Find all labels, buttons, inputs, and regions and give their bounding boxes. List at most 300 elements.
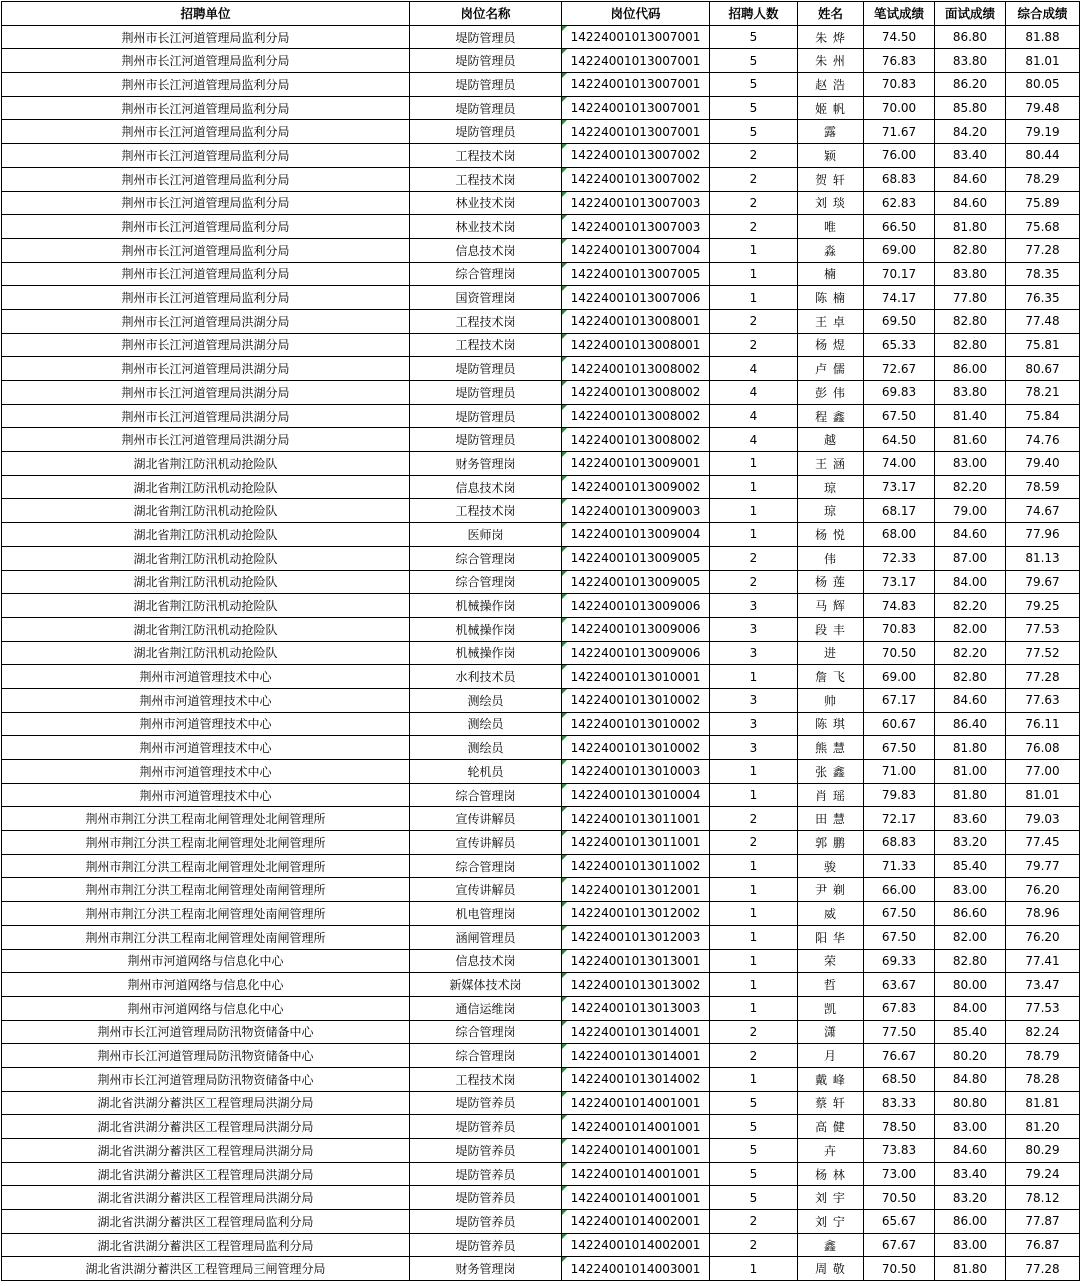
position-name-cell: 信息技术岗 [410,475,562,499]
position-code-cell: 14224001013012001 [562,878,710,902]
position-code-cell: 14224001013010003 [562,760,710,784]
table-row [2,1139,1080,1163]
quota-cell: 2 [710,570,798,594]
name-cell: 王 涵 [798,452,864,476]
written-score-cell: 69.33 [864,949,935,973]
unit-cell: 荆州市长江河道管理局监利分局 [2,144,410,168]
table-row [2,309,1080,333]
interview-score-cell: 82.00 [935,617,1006,641]
name-cell: 熊 慧 [798,736,864,760]
position-name-cell: 堤防管养员 [410,1210,562,1234]
written-score-cell: 68.17 [864,499,935,523]
total-score-cell: 79.67 [1006,570,1080,594]
quota-cell: 1 [710,452,798,476]
total-score-cell: 81.01 [1006,783,1080,807]
total-score-cell: 76.11 [1006,712,1080,736]
quota-cell: 2 [710,546,798,570]
position-name-cell: 堤防管养员 [410,1186,562,1210]
unit-cell: 湖北省洪湖分蓄洪区工程管理局洪湖分局 [2,1186,410,1210]
name-cell: 杨 林 [798,1162,864,1186]
interview-score-cell: 82.00 [935,925,1006,949]
position-code-cell: 14224001013011001 [562,807,710,831]
quota-cell: 1 [710,1257,798,1281]
quota-cell: 1 [710,665,798,689]
unit-cell: 荆州市河道网络与信息化中心 [2,996,410,1020]
table-row [2,25,1080,49]
quota-cell: 2 [710,191,798,215]
total-score-cell: 76.35 [1006,286,1080,310]
name-cell: 进 [798,641,864,665]
quota-cell: 1 [710,523,798,547]
table-row [2,831,1080,855]
total-score-cell: 77.41 [1006,949,1080,973]
interview-score-cell: 84.60 [935,191,1006,215]
written-score-cell: 74.50 [864,25,935,49]
quota-cell: 5 [710,49,798,73]
name-cell: 詹 飞 [798,665,864,689]
unit-cell: 荆州市河道网络与信息化中心 [2,949,410,973]
position-code-cell: 14224001013010001 [562,665,710,689]
quota-cell: 5 [710,1115,798,1139]
total-score-cell: 79.25 [1006,594,1080,618]
total-score-cell: 81.20 [1006,1115,1080,1139]
total-score-cell: 81.81 [1006,1091,1080,1115]
unit-cell: 荆州市长江河道管理局监利分局 [2,25,410,49]
table-row [2,665,1080,689]
position-name-cell: 堤防管理员 [410,120,562,144]
position-name-cell: 堤防管理员 [410,25,562,49]
unit-cell: 湖北省荆江防汛机动抢险队 [2,452,410,476]
table-row [2,1044,1080,1068]
total-score-cell: 79.19 [1006,120,1080,144]
position-name-cell: 机械操作岗 [410,641,562,665]
position-code-cell: 14224001013010004 [562,783,710,807]
quota-cell: 2 [710,333,798,357]
quota-cell: 2 [710,167,798,191]
written-score-cell: 69.50 [864,309,935,333]
position-code-cell: 14224001013014001 [562,1044,710,1068]
interview-score-cell: 80.20 [935,1044,1006,1068]
total-score-cell: 78.79 [1006,1044,1080,1068]
table-row [2,1162,1080,1186]
unit-cell: 荆州市长江河道管理局监利分局 [2,96,410,120]
total-score-cell: 82.24 [1006,1020,1080,1044]
interview-score-cell: 86.00 [935,1210,1006,1234]
name-cell: 程 鑫 [798,404,864,428]
table-row [2,381,1080,405]
written-score-cell: 70.50 [864,641,935,665]
quota-cell: 3 [710,736,798,760]
table-row [2,807,1080,831]
position-name-cell: 宣传讲解员 [410,807,562,831]
quota-cell: 4 [710,381,798,405]
position-code-cell: 14224001013008002 [562,428,710,452]
position-code-cell: 14224001013007001 [562,25,710,49]
unit-cell: 湖北省洪湖分蓄洪区工程管理局洪湖分局 [2,1115,410,1139]
unit-cell: 湖北省洪湖分蓄洪区工程管理局监利分局 [2,1210,410,1234]
total-score-cell: 77.28 [1006,238,1080,262]
interview-score-cell: 82.80 [935,949,1006,973]
table-row [2,996,1080,1020]
table-row [2,1210,1080,1234]
name-cell: 赵 浩 [798,73,864,97]
interview-score-cell: 84.60 [935,1139,1006,1163]
table-row [2,144,1080,168]
quota-cell: 2 [710,144,798,168]
position-code-cell: 14224001013009005 [562,546,710,570]
table-row [2,902,1080,926]
name-cell: 唯 [798,215,864,239]
total-score-cell: 78.35 [1006,262,1080,286]
name-cell: 田 慧 [798,807,864,831]
name-cell: 蔡 轩 [798,1091,864,1115]
position-code-cell: 14224001014001001 [562,1139,710,1163]
unit-cell: 荆州市荆江分洪工程南北闸管理处南闸管理所 [2,902,410,926]
name-cell: 刘 琰 [798,191,864,215]
position-code-cell: 14224001013012002 [562,902,710,926]
interview-score-cell: 82.80 [935,333,1006,357]
unit-cell: 湖北省荆江防汛机动抢险队 [2,617,410,641]
position-name-cell: 工程技术岗 [410,167,562,191]
position-code-cell: 14224001013010002 [562,736,710,760]
name-cell: 段 丰 [798,617,864,641]
table-row [2,357,1080,381]
quota-cell: 2 [710,831,798,855]
name-cell: 露 [798,120,864,144]
interview-score-cell: 85.40 [935,1020,1006,1044]
table-row [2,404,1080,428]
name-cell: 尹 剃 [798,878,864,902]
position-name-cell: 综合管理岗 [410,570,562,594]
table-row [2,570,1080,594]
table-row [2,736,1080,760]
total-score-cell: 77.87 [1006,1210,1080,1234]
name-cell: 姬 帆 [798,96,864,120]
total-score-cell: 76.20 [1006,878,1080,902]
position-name-cell: 工程技术岗 [410,309,562,333]
interview-score-cell: 82.20 [935,475,1006,499]
quota-cell: 1 [710,760,798,784]
quota-cell: 1 [710,1067,798,1091]
quota-cell: 1 [710,902,798,926]
position-name-cell: 堤防管理员 [410,404,562,428]
position-code-cell: 14224001013010002 [562,712,710,736]
position-code-cell: 14224001013007003 [562,191,710,215]
quota-cell: 5 [710,1139,798,1163]
written-score-cell: 66.00 [864,878,935,902]
total-score-cell: 77.96 [1006,523,1080,547]
quota-cell: 1 [710,262,798,286]
position-code-cell: 14224001013010002 [562,688,710,712]
written-score-cell: 60.67 [864,712,935,736]
position-code-cell: 14224001014002001 [562,1233,710,1257]
total-score-cell: 78.29 [1006,167,1080,191]
position-code-cell: 14224001013014001 [562,1020,710,1044]
written-score-cell: 72.17 [864,807,935,831]
unit-cell: 荆州市荆江分洪工程南北闸管理处南闸管理所 [2,925,410,949]
table-row [2,96,1080,120]
quota-cell: 5 [710,25,798,49]
written-score-cell: 76.83 [864,49,935,73]
name-cell: 肖 瑶 [798,783,864,807]
quota-cell: 2 [710,215,798,239]
table-row [2,499,1080,523]
written-score-cell: 69.00 [864,238,935,262]
unit-cell: 荆州市长江河道管理局洪湖分局 [2,428,410,452]
total-score-cell: 77.63 [1006,688,1080,712]
name-cell: 杨 悦 [798,523,864,547]
position-code-cell: 14224001013013002 [562,973,710,997]
position-name-cell: 堤防管理员 [410,96,562,120]
table-row [2,760,1080,784]
position-code-cell: 14224001013009005 [562,570,710,594]
total-score-cell: 74.76 [1006,428,1080,452]
position-code-cell: 14224001013009002 [562,475,710,499]
name-cell: 刘 宇 [798,1186,864,1210]
position-name-cell: 医师岗 [410,523,562,547]
table-row [2,1186,1080,1210]
position-name-cell: 国资管理岗 [410,286,562,310]
position-code-cell: 14224001013014002 [562,1067,710,1091]
name-cell: 凯 [798,996,864,1020]
quota-cell: 2 [710,1233,798,1257]
position-name-cell: 工程技术岗 [410,1067,562,1091]
table-row [2,617,1080,641]
interview-score-cell: 83.60 [935,807,1006,831]
quota-cell: 1 [710,499,798,523]
position-code-cell: 14224001013012003 [562,925,710,949]
written-score-cell: 67.50 [864,902,935,926]
written-score-cell: 76.67 [864,1044,935,1068]
position-code-cell: 14224001013007003 [562,215,710,239]
name-cell: 杨 莲 [798,570,864,594]
position-code-cell: 14224001013007001 [562,49,710,73]
position-name-cell: 堤防管养员 [410,1139,562,1163]
position-name-cell: 综合管理岗 [410,262,562,286]
total-score-cell: 79.77 [1006,854,1080,878]
name-cell: 鑫 [798,1233,864,1257]
unit-cell: 湖北省洪湖分蓄洪区工程管理局洪湖分局 [2,1091,410,1115]
header-row [2,2,1080,26]
interview-score-cell: 86.00 [935,357,1006,381]
total-score-cell: 77.53 [1006,996,1080,1020]
position-code-cell: 14224001013009004 [562,523,710,547]
quota-cell: 2 [710,1044,798,1068]
total-score-cell: 77.48 [1006,309,1080,333]
position-code-cell: 14224001014001001 [562,1091,710,1115]
position-code-cell: 14224001013009006 [562,641,710,665]
interview-score-cell: 86.60 [935,902,1006,926]
position-name-cell: 堤防管养员 [410,1162,562,1186]
written-score-cell: 67.50 [864,404,935,428]
position-code-cell: 14224001013009006 [562,617,710,641]
interview-score-cell: 83.00 [935,1233,1006,1257]
unit-cell: 荆州市长江河道管理局监利分局 [2,262,410,286]
unit-cell: 湖北省荆江防汛机动抢险队 [2,523,410,547]
written-score-cell: 68.83 [864,831,935,855]
position-code-cell: 14224001013008002 [562,357,710,381]
unit-cell: 湖北省洪湖分蓄洪区工程管理局监利分局 [2,1233,410,1257]
written-score-cell: 74.83 [864,594,935,618]
quota-cell: 1 [710,854,798,878]
written-score-cell: 74.00 [864,452,935,476]
header-total-score: 综合成绩 [1006,2,1080,26]
header-written-score: 笔试成绩 [864,2,935,26]
written-score-cell: 70.50 [864,1257,935,1281]
interview-score-cell: 83.80 [935,262,1006,286]
written-score-cell: 70.83 [864,617,935,641]
position-code-cell: 14224001013007001 [562,73,710,97]
unit-cell: 荆州市长江河道管理局防汛物资储备中心 [2,1044,410,1068]
total-score-cell: 80.29 [1006,1139,1080,1163]
header-quota: 招聘人数 [710,2,798,26]
table-row [2,167,1080,191]
total-score-cell: 75.84 [1006,404,1080,428]
quota-cell: 5 [710,120,798,144]
header-position-code: 岗位代码 [562,2,710,26]
position-name-cell: 测绘员 [410,688,562,712]
name-cell: 郭 鹏 [798,831,864,855]
position-name-cell: 综合管理岗 [410,854,562,878]
position-name-cell: 堤防管理员 [410,49,562,73]
name-cell: 阳 华 [798,925,864,949]
interview-score-cell: 81.80 [935,215,1006,239]
interview-score-cell: 80.00 [935,973,1006,997]
written-score-cell: 72.67 [864,357,935,381]
quota-cell: 3 [710,617,798,641]
name-cell: 哲 [798,973,864,997]
table-row [2,262,1080,286]
position-name-cell: 水利技术员 [410,665,562,689]
written-score-cell: 70.00 [864,96,935,120]
position-name-cell: 综合管理岗 [410,546,562,570]
position-name-cell: 宣传讲解员 [410,831,562,855]
interview-score-cell: 84.60 [935,688,1006,712]
table-row [2,854,1080,878]
position-code-cell: 14224001013007002 [562,144,710,168]
position-name-cell: 堤防管理员 [410,428,562,452]
position-code-cell: 14224001013007004 [562,238,710,262]
position-name-cell: 机电管理岗 [410,902,562,926]
total-score-cell: 80.05 [1006,73,1080,97]
table-row [2,594,1080,618]
unit-cell: 荆州市荆江分洪工程南北闸管理处北闸管理所 [2,831,410,855]
name-cell: 彭 伟 [798,381,864,405]
written-score-cell: 65.33 [864,333,935,357]
position-name-cell: 堤防管理员 [410,73,562,97]
written-score-cell: 67.83 [864,996,935,1020]
table-row [2,546,1080,570]
position-code-cell: 14224001013013003 [562,996,710,1020]
quota-cell: 1 [710,925,798,949]
table-row [2,1091,1080,1115]
interview-score-cell: 81.80 [935,783,1006,807]
name-cell: 伟 [798,546,864,570]
interview-score-cell: 84.80 [935,1067,1006,1091]
total-score-cell: 78.28 [1006,1067,1080,1091]
quota-cell: 1 [710,996,798,1020]
position-name-cell: 宣传讲解员 [410,878,562,902]
position-code-cell: 14224001014003001 [562,1257,710,1281]
position-name-cell: 机械操作岗 [410,617,562,641]
total-score-cell: 78.59 [1006,475,1080,499]
name-cell: 卢 儒 [798,357,864,381]
table-row [2,1020,1080,1044]
quota-cell: 5 [710,96,798,120]
unit-cell: 荆州市长江河道管理局洪湖分局 [2,309,410,333]
position-code-cell: 14224001013008001 [562,309,710,333]
position-name-cell: 通信运维岗 [410,996,562,1020]
name-cell: 张 鑫 [798,760,864,784]
interview-score-cell: 79.00 [935,499,1006,523]
total-score-cell: 77.28 [1006,1257,1080,1281]
interview-score-cell: 83.20 [935,1186,1006,1210]
quota-cell: 5 [710,1162,798,1186]
table-row [2,452,1080,476]
total-score-cell: 75.89 [1006,191,1080,215]
header-position-name: 岗位名称 [410,2,562,26]
name-cell: 楠 [798,262,864,286]
position-code-cell: 14224001013011002 [562,854,710,878]
table-body [2,25,1080,1280]
total-score-cell: 79.24 [1006,1162,1080,1186]
quota-cell: 2 [710,309,798,333]
quota-cell: 1 [710,949,798,973]
written-score-cell: 71.67 [864,120,935,144]
quota-cell: 4 [710,404,798,428]
interview-score-cell: 83.80 [935,49,1006,73]
quota-cell: 5 [710,1091,798,1115]
interview-score-cell: 84.00 [935,996,1006,1020]
quota-cell: 2 [710,1210,798,1234]
header-interview-score: 面试成绩 [935,2,1006,26]
total-score-cell: 79.03 [1006,807,1080,831]
quota-cell: 4 [710,357,798,381]
table-row [2,688,1080,712]
interview-score-cell: 83.40 [935,1162,1006,1186]
written-score-cell: 68.00 [864,523,935,547]
total-score-cell: 76.08 [1006,736,1080,760]
written-score-cell: 72.33 [864,546,935,570]
written-score-cell: 63.67 [864,973,935,997]
unit-cell: 荆州市长江河道管理局监利分局 [2,49,410,73]
unit-cell: 湖北省荆江防汛机动抢险队 [2,641,410,665]
unit-cell: 荆州市荆江分洪工程南北闸管理处北闸管理所 [2,807,410,831]
total-score-cell: 81.88 [1006,25,1080,49]
interview-score-cell: 84.60 [935,523,1006,547]
name-cell: 荣 [798,949,864,973]
position-name-cell: 工程技术岗 [410,499,562,523]
total-score-cell: 81.13 [1006,546,1080,570]
interview-score-cell: 83.00 [935,1115,1006,1139]
interview-score-cell: 83.40 [935,144,1006,168]
interview-score-cell: 81.00 [935,760,1006,784]
written-score-cell: 69.83 [864,381,935,405]
position-code-cell: 14224001013013001 [562,949,710,973]
written-score-cell: 67.67 [864,1233,935,1257]
table-row [2,523,1080,547]
interview-score-cell: 81.60 [935,428,1006,452]
unit-cell: 湖北省洪湖分蓄洪区工程管理局三闸管理分局 [2,1257,410,1281]
interview-score-cell: 86.20 [935,73,1006,97]
interview-score-cell: 84.20 [935,120,1006,144]
position-name-cell: 财务管理岗 [410,452,562,476]
unit-cell: 湖北省洪湖分蓄洪区工程管理局洪湖分局 [2,1139,410,1163]
unit-cell: 湖北省荆江防汛机动抢险队 [2,475,410,499]
quota-cell: 3 [710,641,798,665]
interview-score-cell: 82.80 [935,238,1006,262]
written-score-cell: 76.00 [864,144,935,168]
